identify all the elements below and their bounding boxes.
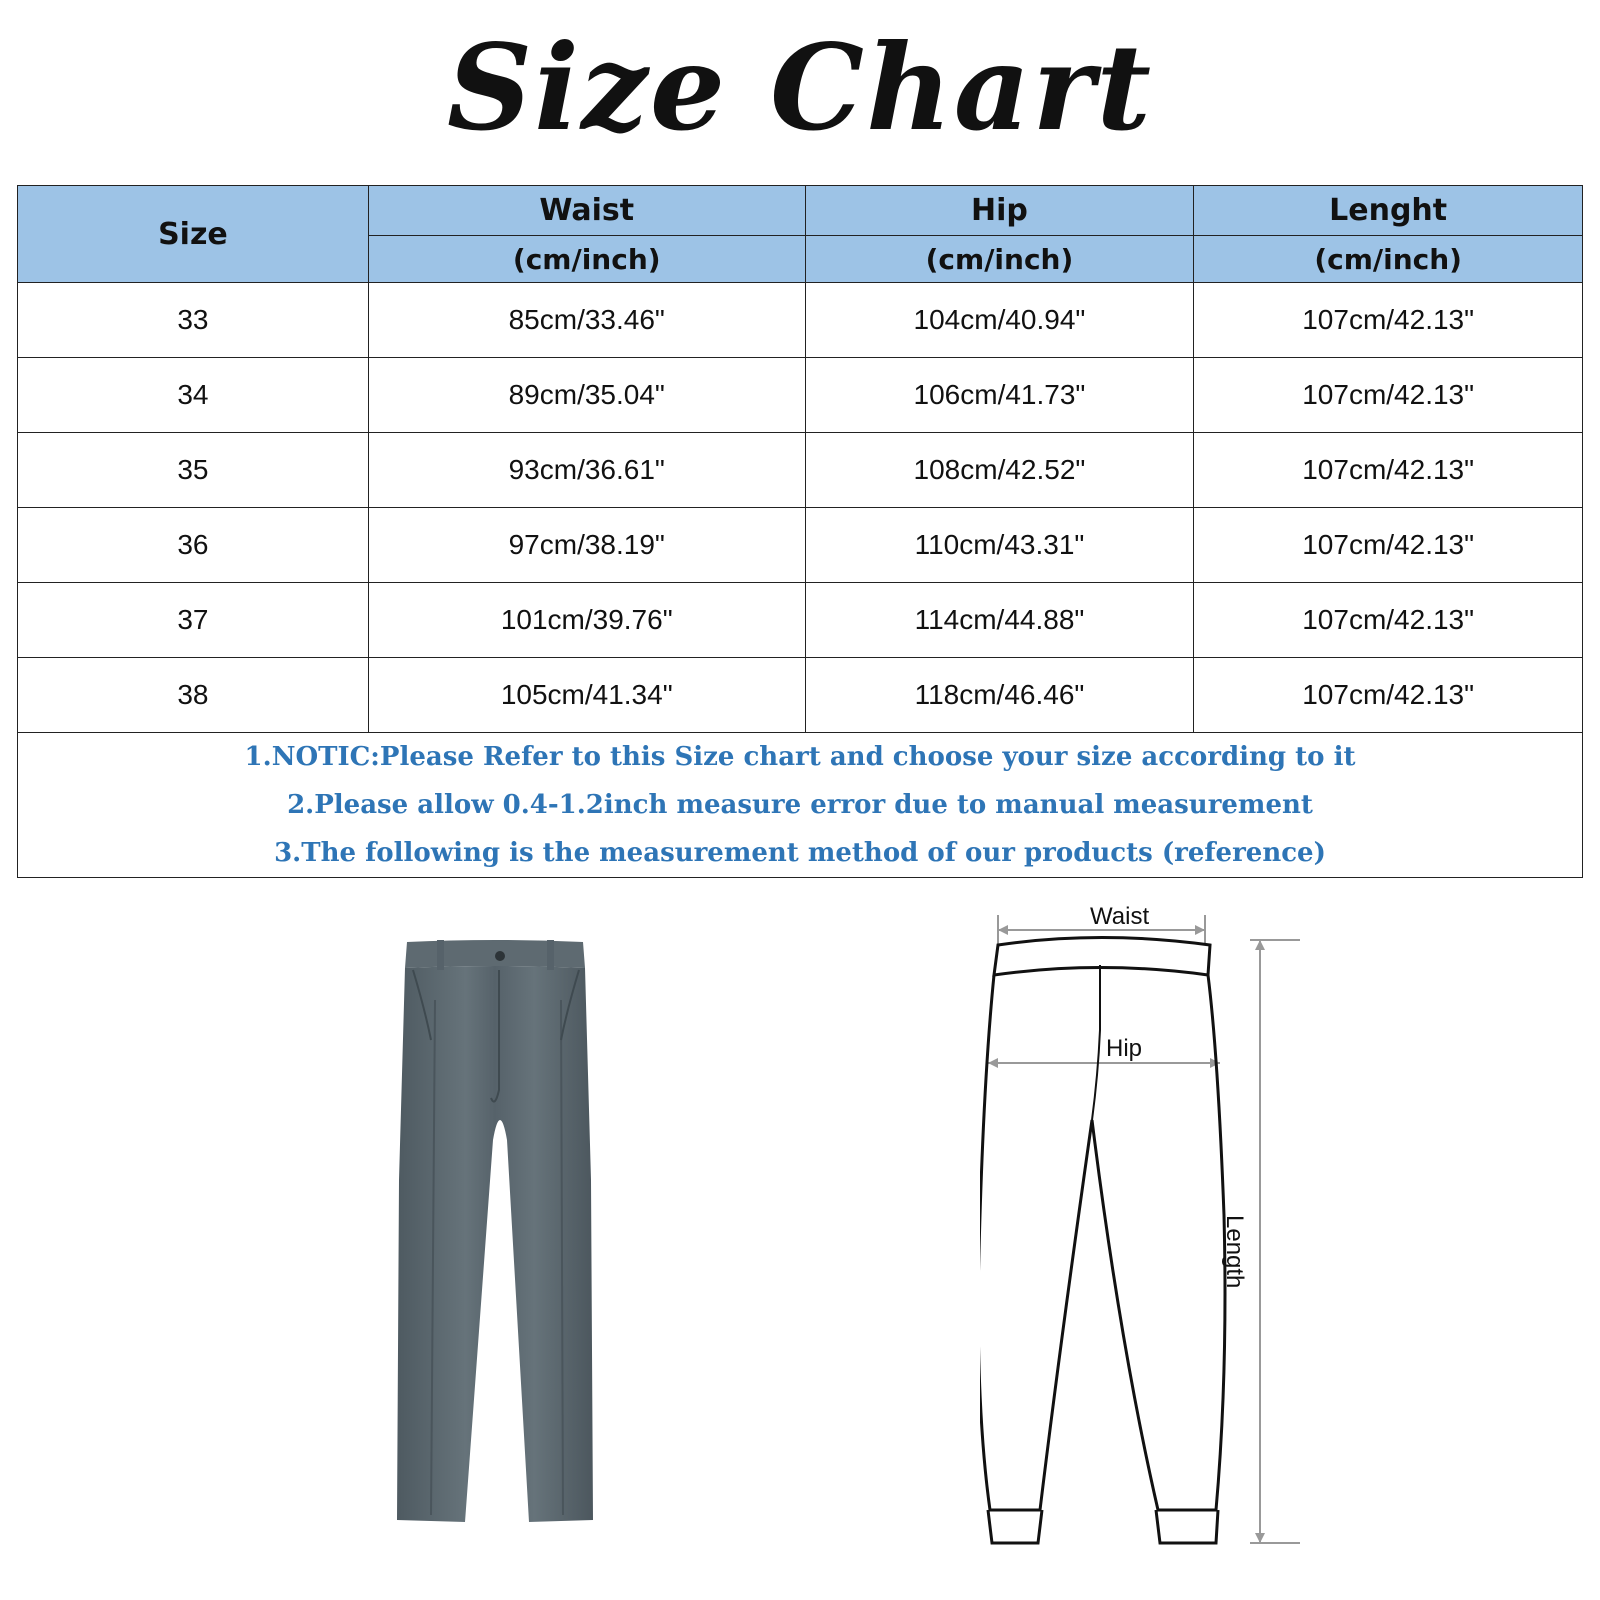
hip-cell: 104cm/40.94" [805, 283, 1194, 358]
size-cell: 38 [18, 658, 369, 733]
length-cell: 107cm/42.13" [1194, 358, 1583, 433]
length-cell: 107cm/42.13" [1194, 283, 1583, 358]
notes-cell [18, 733, 1583, 878]
waist-cell: 85cm/33.46" [368, 283, 805, 358]
product-photo [395, 940, 605, 1525]
header-length: Lenght [1194, 186, 1583, 236]
pants-outline-diagram [980, 895, 1340, 1585]
waist-cell: 101cm/39.76" [368, 583, 805, 658]
length-cell: 107cm/42.13" [1194, 433, 1583, 508]
table-row [18, 433, 1583, 508]
header-length-unit: (cm/inch) [1194, 236, 1583, 283]
header-hip: Hip [805, 186, 1194, 236]
hip-cell: 106cm/41.73" [805, 358, 1194, 433]
size-cell: 33 [18, 283, 369, 358]
size-cell: 36 [18, 508, 369, 583]
waist-cell: 97cm/38.19" [368, 508, 805, 583]
table-row [18, 358, 1583, 433]
waist-cell: 89cm/35.04" [368, 358, 805, 433]
hip-cell: 110cm/43.31" [805, 508, 1194, 583]
header-waist-unit: (cm/inch) [368, 236, 805, 283]
header-size: Size [18, 186, 369, 283]
waist-cell: 105cm/41.34" [368, 658, 805, 733]
note-line: 2.Please allow 0.4-1.2inch measure error due to manual measurement [287, 790, 1313, 820]
trousers-illustration [395, 940, 605, 1525]
table-row [18, 508, 1583, 583]
waist-label: Waist [1090, 903, 1150, 930]
page-title: Size Chart [446, 18, 1154, 157]
note-line: 1.NOTIC:Please Refer to this Size chart and choose your size according to it [244, 742, 1356, 772]
table-row [18, 283, 1583, 358]
note-line: 3.The following is the measurement method of our products (reference) [274, 838, 1326, 868]
table-row [18, 583, 1583, 658]
table-row [18, 658, 1583, 733]
size-cell: 34 [18, 358, 369, 433]
header-hip-unit: (cm/inch) [805, 236, 1194, 283]
hip-cell: 114cm/44.88" [805, 583, 1194, 658]
size-cell: 35 [18, 433, 369, 508]
hip-label: Hip [1106, 1035, 1143, 1062]
hip-cell: 118cm/46.46" [805, 658, 1194, 733]
hip-cell: 108cm/42.52" [805, 433, 1194, 508]
length-label: Length [1221, 1215, 1248, 1289]
length-cell: 107cm/42.13" [1194, 508, 1583, 583]
length-cell: 107cm/42.13" [1194, 658, 1583, 733]
notes-row [18, 733, 1583, 878]
length-cell: 107cm/42.13" [1194, 583, 1583, 658]
waist-cell: 93cm/36.61" [368, 433, 805, 508]
header-waist: Waist [368, 186, 805, 236]
table-header [18, 186, 1583, 283]
size-cell: 37 [18, 583, 369, 658]
size-table [17, 185, 1583, 878]
measurement-diagram [980, 895, 1340, 1585]
